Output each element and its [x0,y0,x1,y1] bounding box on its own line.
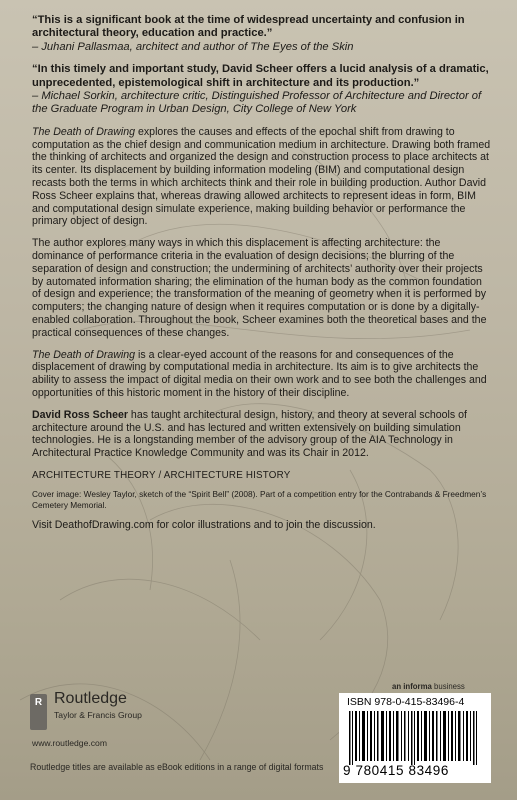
author-bio [32,409,492,460]
description-paragraph [32,237,492,339]
quote-attribution: – Michael Sorkin, architecture critic, Distinguished Professor of Architecture and Director of the Graduate Program in Urban Design, City College of New York [32,90,482,116]
back-cover-text [32,14,492,531]
quote-sorkin [32,63,492,117]
book-title: The Death of Drawing [32,125,136,138]
quote-pallasmaa [32,14,492,54]
paragraph-text: The author explores many ways in which this displacement is affecting architecture: the dominance of performance criteria in the evaluation of design decisions; the blurring of the separation of design and construction; the undermining of architects’ authority over their projects by automated information sharing; the elimination of the human body as the common foundation of design and experience; the transformation of the meaning of geometry when it is performed by computers; the changing nature of design when it requires computation or is done by a digitally-enabled collaboration. Throughout the book, Scheer examines both the theoretical bases and the practical consequences of these changes. [32,237,487,339]
quote-text: “This is a significant book at the time of widespread uncertainty and confusion in architectural theory, education and practice.” [32,14,465,40]
informa-rest: business [431,682,465,691]
routledge-mark-icon [30,694,47,730]
informa-bold: an informa [392,682,432,691]
publisher-url: www.routledge.com [32,738,107,748]
ebook-note: Routledge titles are available as eBook editions in a range of digital formats [30,762,324,772]
author-name: David Ross Scheer [32,408,128,421]
publisher-name: Routledge [54,690,127,707]
cover-credit: Cover image: Wesley Taylor, sketch of the “Spirit Bell” (2008). Part of a competition entry for the Contrabands & Freedmen’s Cemetery Memorial. [32,488,487,510]
isbn-digits: 9 780415 83496 [343,763,449,778]
quote-text: “In this timely and important study, David Scheer offers a lucid analysis of a dramatic, unprecedented, epistemological shift in architecture and its production.” [32,63,489,89]
informa-note [392,682,465,691]
publisher-logo [30,690,190,750]
paragraph-text: is a clear-eyed account of the reasons for and consequences of the displacement of drawing by computational media in architecture. Its aim is to give architects the ability to assess the impact of digital media on their own work and to see both the challenges and opportunities of this historic moment in the history of their discipline. [32,348,487,399]
description-paragraph [32,126,492,228]
mark-letter: R [34,697,43,708]
description-paragraph [32,349,492,400]
isbn-label: ISBN 978-0-415-83496-4 [347,696,465,708]
barcode-icon [349,711,483,765]
paragraph-text: has taught architectural design, history, and theory at several schools of architecture around the U.S. and has lectured and written extensively on building simulation technologies. He is a longstanding member of the advisory group of the AIA Technology in Architectural Practice Knowledge Community and was its Chair in 2012. [32,408,467,460]
book-title: The Death of Drawing [32,348,136,361]
website-note: Visit DeathofDrawing.com for color illustrations and to join the discussion. [32,519,376,532]
isbn-barcode [339,693,491,783]
paragraph-text: explores the causes and effects of the epochal shift from drawing to computation as the chief design and communication medium in architecture. Drawing both framed the thinking of architects and organized the design and construction process to place architects at its center. Its displacement by building information modeling (BIM) and computational design recasts both the terms in which architects think and their role in building production. Author David Ross Scheer explains that, whereas drawing allowed architects to represent ideas in form, BIM and computational design simulate experience, making building behavior or performance the primary object of design. [32,125,491,228]
subject-category: ARCHITECTURE THEORY / ARCHITECTURE HISTORY [32,469,291,481]
quote-attribution: – Juhani Pallasmaa, architect and author of The Eyes of the Skin [32,40,354,53]
publisher-group: Taylor & Francis Group [54,710,142,720]
